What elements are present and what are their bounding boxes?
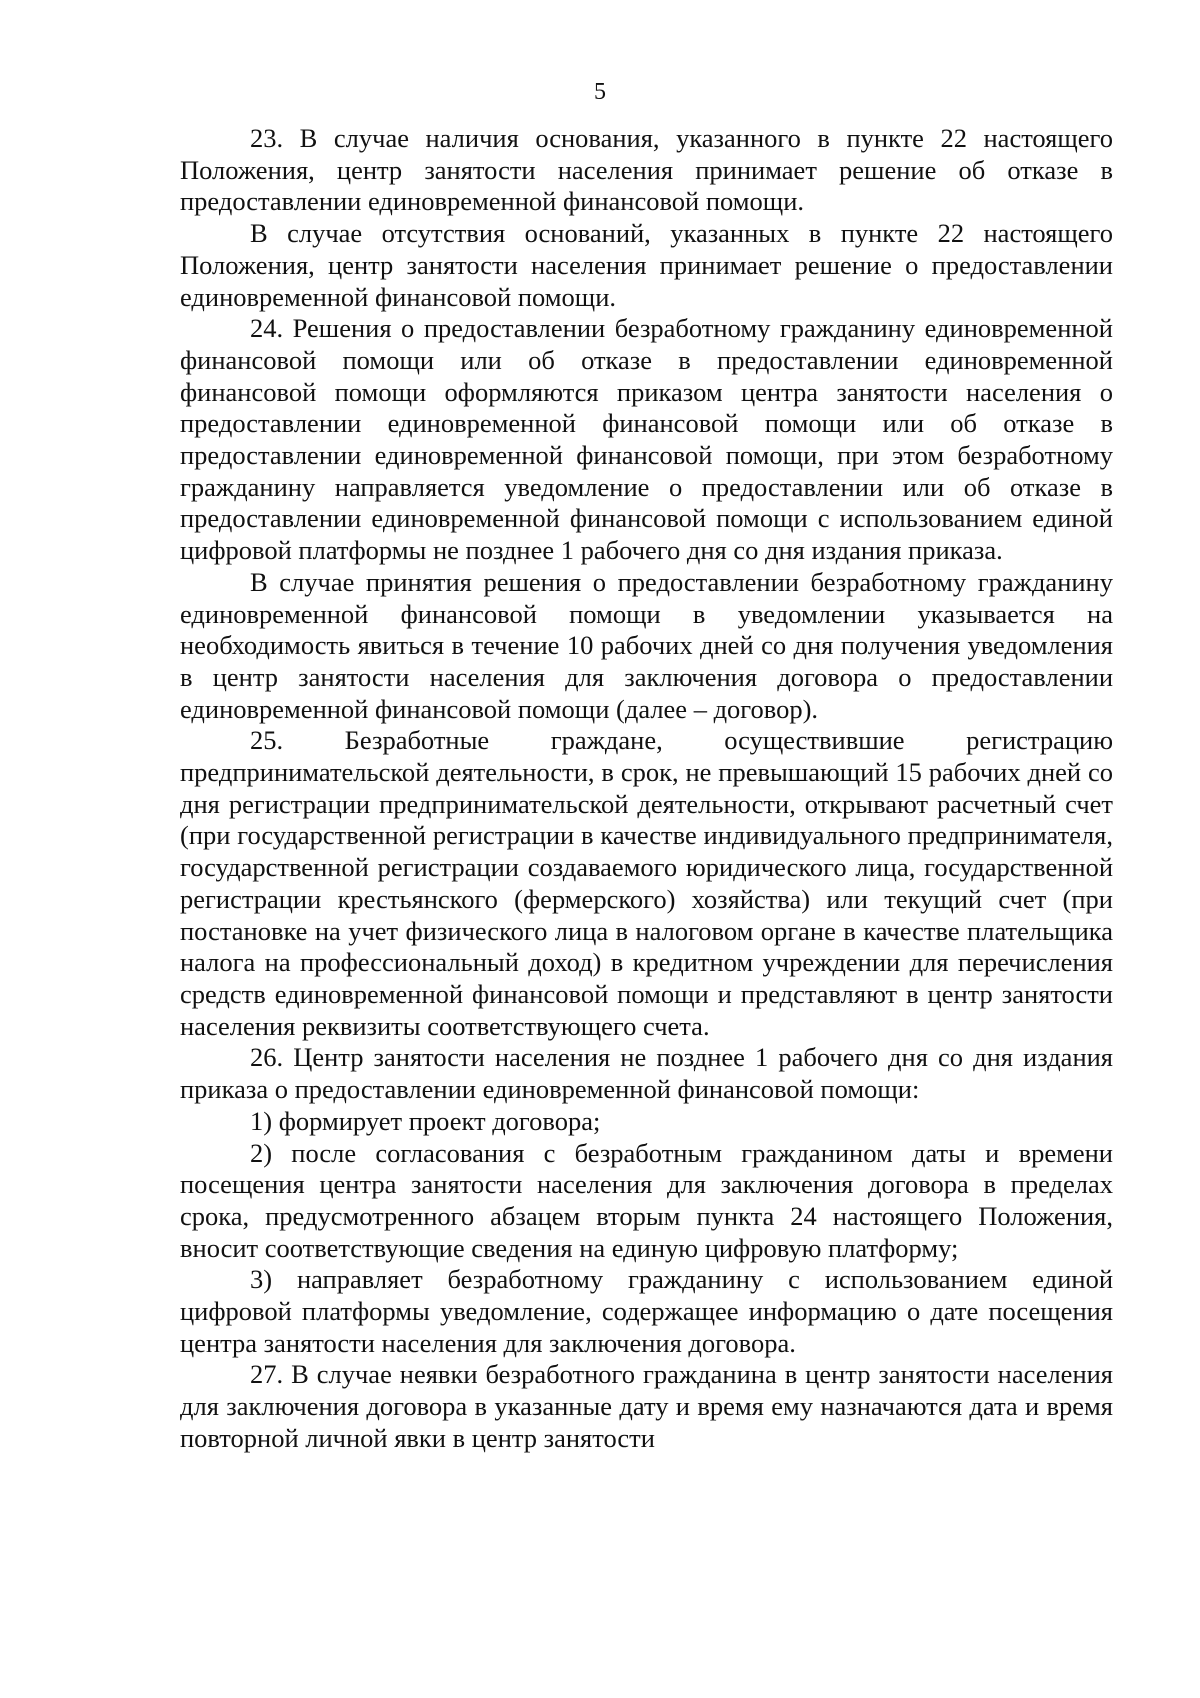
paragraph-25: 25. Безработные граждане, осуществившие регистрацию предпринимательской деятельности, в срок, не превышающий 15 рабочих дней со дня регистрации предпринимательской деятельности, открывают расчетный счет (при государственной регистрации в качестве индивидуального предпринимателя, государственной регистрации создаваемого юридического лица, государственной регистрации крестьянского (фермерского) хозяйства) или текущий счет (при постановке на учет физического лица в налоговом органе в качестве плательщика налога на профессиональный доход) в кредитном учреждении для перечисления средств единовременной финансовой помощи и представляют в центр занятости населения реквизиты соответствующего счета.	[180, 725, 1113, 1041]
paragraph-24: 24. Решения о предоставлении безработному гражданину единовременной финансовой помощи или об отказе в предоставлении единовременной финансовой помощи оформляются приказом центра занятости населения о предоставлении единовременной финансовой помощи или об отказе в предоставлении единовременной финансовой помощи, при этом безработному гражданину направляется уведомление о предоставлении или об отказе в предоставлении единовременной финансовой помощи с использованием единой цифровой платформы не позднее 1 рабочего дня со дня издания приказа.	[180, 313, 1113, 566]
paragraph-23-second: В случае отсутствия оснований, указанных в пункте 22 настоящего Положения, центр занятости населения принимает решение о предоставлении единовременной финансовой помощи.	[180, 218, 1113, 312]
paragraph-23: 23. В случае наличия основания, указанного в пункте 22 настоящего Положения, центр занятости населения принимает решение об отказе в предоставлении единовременной финансовой помощи.	[180, 123, 1113, 217]
paragraph-26-item-2: 2) после согласования с безработным гражданином даты и времени посещения центра занятости населения для заключения договора в пределах срока, предусмотренного абзацем вторым пункта 24 настоящего Положения, вносит соответствующие сведения на единую цифровую платформу;	[180, 1137, 1113, 1263]
paragraph-26: 26. Центр занятости населения не позднее 1 рабочего дня со дня издания приказа о предоставлении единовременной финансовой помощи:	[180, 1042, 1113, 1105]
paragraph-24-second: В случае принятия решения о предоставлении безработному гражданину единовременной финансовой помощи в уведомлении указывается на необходимость явиться в течение 10 рабочих дней со дня получения уведомления в центр занятости населения для заключения договора о предоставлении единовременной финансовой помощи (далее – договор).	[180, 566, 1113, 724]
paragraph-27: 27. В случае неявки безработного гражданина в центр занятости населения для заключения договора в указанные дату и время ему назначаются дата и время повторной личной явки в центр занятости	[180, 1359, 1113, 1453]
paragraph-26-item-3: 3) направляет безработному гражданину с использованием единой цифровой платформы уведомление, содержащее информацию о дате посещения центра занятости населения для заключения договора.	[180, 1264, 1113, 1358]
document-body	[180, 123, 1113, 1455]
page-number: 5	[594, 79, 606, 105]
paragraph-26-item-1: 1) формирует проект договора;	[250, 1105, 601, 1136]
